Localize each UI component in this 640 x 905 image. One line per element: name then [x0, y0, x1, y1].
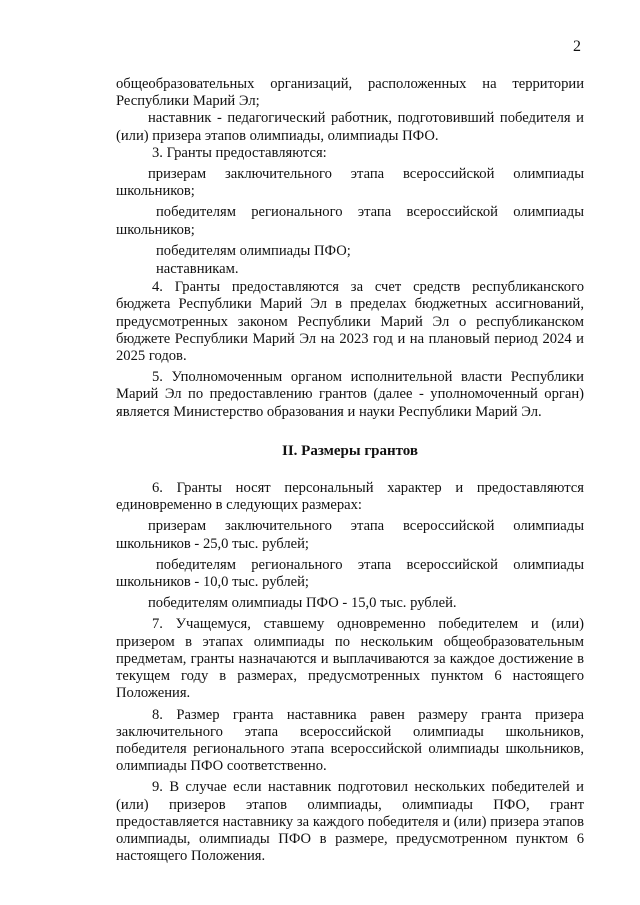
page-number: 2 [573, 38, 581, 55]
paragraph-amount-final-stage: призерам заключительного этапа всероссийской олимпиады школьников - 25,0 тыс. рублей; [116, 518, 584, 552]
paragraph-amount-regional-stage: победителям регионального этапа всероссийской олимпиады школьников - 10,0 тыс. рублей; [116, 556, 584, 591]
section-heading-grant-sizes: II. Размеры грантов [281, 442, 419, 459]
paragraph-item-7-multiple-subjects: 7. Учащемуся, ставшему одновременно победителем и (или) призером в этапах олимпиады по нескольким общеобразовательным предметам, гранты назначаются и выплачиваются за каждое достижение в текущем году в размерах, предусмотренных пунктом 6 настоящего Положения. [116, 616, 584, 702]
paragraph-item-6-personal-grants: 6. Гранты носят персональный характер и предоставляются единовременно в следующих размерах: [116, 480, 584, 514]
paragraph-item-5-authority: 5. Уполномоченным органом исполнительной власти Республики Марий Эл по предоставлению грантов (далее - уполномоченный орган) является Министерство образования и науки Республики Марий Эл. [116, 369, 584, 420]
paragraph-mentor-definition: наставник - педагогический работник, подготовивший победителя и (или) призера этапов олимпиады, олимпиады ПФО. [116, 110, 584, 144]
paragraph-item-8-mentor-grant-size: 8. Размер гранта наставника равен размеру гранта призера заключительного этапа всероссийской олимпиады школьников, победителя регионального этапа всероссийской олимпиады школьников, олимпиады ПФО соответственно. [116, 706, 584, 775]
paragraph-regional-stage-winners: победителям регионального этапа всероссийской олимпиады школьников; [116, 204, 584, 238]
paragraph-org-territory: общеобразовательных организаций, расположенных на территории Республики Марий Эл; [116, 76, 584, 110]
paragraph-item-4-funding: 4. Гранты предоставляются за счет средств республиканского бюджета Республики Марий Эл в пределах бюджетных ассигнований, предусмотренных законом Республики Марий Эл о республиканском бюджете Республики Марий Эл на 2023 год и на плановый период 2024 и 2025 годов. [116, 279, 584, 365]
paragraph-item-3: 3. Гранты предоставляются: [152, 144, 327, 161]
paragraph-item-9-mentor-multiple: 9. В случае если наставник подготовил нескольких победителей и (или) призеров этапов олимпиады, олимпиады ПФО, грант предоставляется наставнику за каждого победителя и (или) призера этапов олимпиады, олимпиады ПФО в размере, предусмотренном пунктом 6 настоящего Положения. [116, 779, 584, 865]
paragraph-pfo-winners: победителям олимпиады ПФО; [156, 242, 351, 259]
paragraph-final-stage-prizewinners: призерам заключительного этапа всероссийской олимпиады школьников; [116, 166, 584, 200]
document-body [116, 76, 584, 865]
paragraph-mentors: наставникам. [156, 261, 239, 278]
paragraph-amount-pfo: победителям олимпиады ПФО - 15,0 тыс. рублей. [148, 595, 457, 612]
